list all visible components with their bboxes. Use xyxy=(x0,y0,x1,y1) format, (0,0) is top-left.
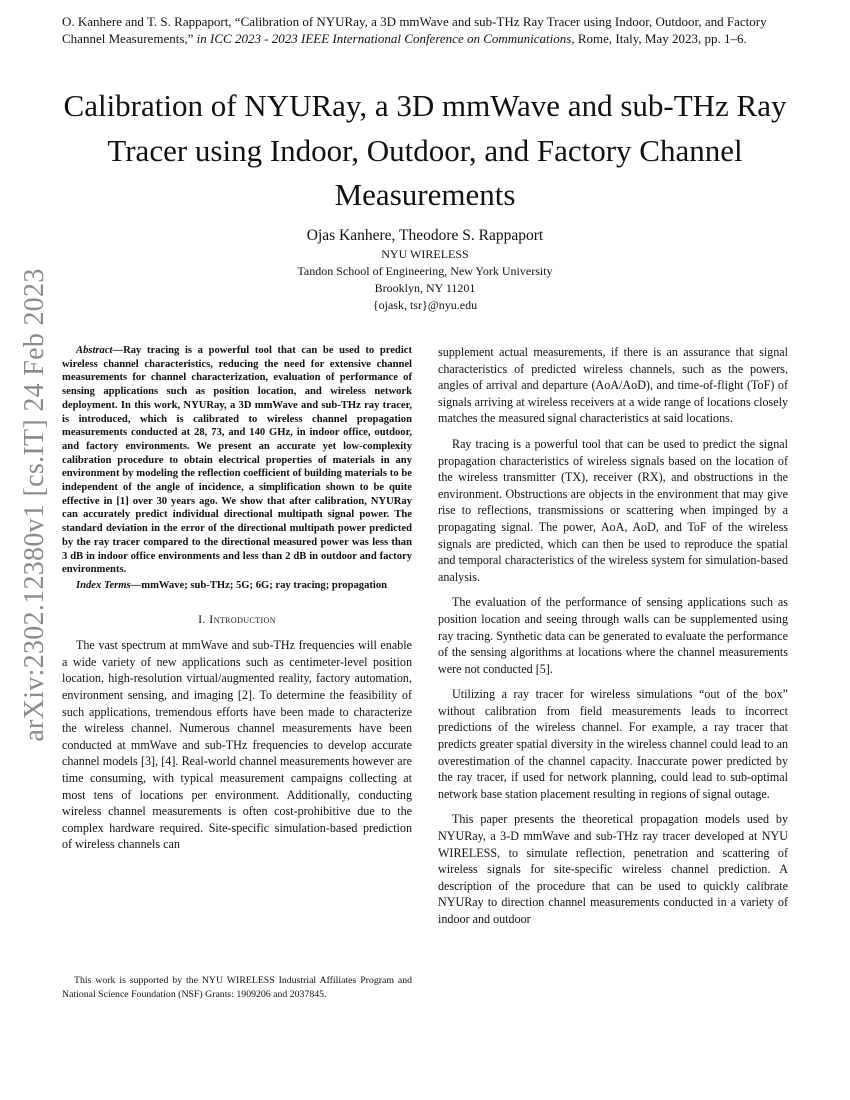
arxiv-sidebar xyxy=(10,268,60,742)
author-school: Tandon School of Engineering, New York University xyxy=(297,264,553,278)
author-block xyxy=(0,226,850,314)
citation-header xyxy=(62,14,802,47)
right-paragraph-2: Ray tracing is a powerful tool that can be used to predict the signal propagation characteristics of wireless signals based on the location of the wireless transmitter (TX), receiver (RX), and obstructions in the environment. Obstructions are objects in the environment that may give rise to reflections, transmissions or scattering when impinged by a propagating signal. The power, AoA, AoD, and ToF of the wireless signals are predicted, which can then be used to reproduce the spatial and temporal characteristics of the wireless system for simulation-based analysis. xyxy=(438,436,788,584)
right-paragraph-4: Utilizing a ray tracer for wireless simulations “out of the box” without calibration from field measurements leads to incorrect predictions of the wireless channel. For example, a ray tracer that predicts greater spatial diversity in the wireless channel could lead to an overestimation of the channel capacity. Inaccurate power predicted by the ray tracer, if used for network planning, could lead to sub-optimal network base station placement resulting in regions of signal outage. xyxy=(438,687,788,801)
abstract xyxy=(62,344,412,577)
citation-venue: in ICC 2023 - 2023 IEEE International Conference on Communications, xyxy=(196,30,575,46)
abstract-label: Abstract xyxy=(76,345,113,356)
author-city: Brooklyn, NY 11201 xyxy=(374,281,476,295)
paper-title: Calibration of NYURay, a 3D mmWave and sub-THz Ray Tracer using Indoor, Outdoor, and Factory Channel Measurements xyxy=(63,88,787,212)
citation-prefix: O. Kanhere and T. S. Rappaport, “Calibration of NYURay, a 3D mmWave and sub-THz Ray Tracer using Indoor, Outdoor, and Factory Channel Measurements,” xyxy=(62,14,767,46)
arxiv-identifier: arXiv:2302.12380v1 [cs.IT] 24 Feb 2023 xyxy=(19,268,50,742)
index-terms-text: —mmWave; sub-THz; 5G; 6G; ray tracing; propagation xyxy=(130,579,388,591)
author-email: {ojask, tsr}@nyu.edu xyxy=(372,298,478,312)
funding-footnote: This work is supported by the NYU WIRELESS Industrial Affiliates Program and National Science Foundation (NSF) Grants: 1909206 and 2037845. xyxy=(62,975,412,1000)
section-heading-introduction: I. Introduction xyxy=(198,611,276,626)
right-paragraph-1: supplement actual measurements, if there is an assurance that signal characteristics of predicted wireless channels, such as the powers, angles of arrival and departure (AoA/AoD), and time-of-flight (ToF) of signals arriving at wireless receivers at a wide range of locations closely matches the measured signal characteristics at said locations. xyxy=(438,345,788,426)
intro-paragraph-1: The vast spectrum at mmWave and sub-THz frequencies will enable a wide variety of new applications such as centimeter-level position location, high-resolution virtual/augmented reality, factory automation, environment sensing, and imaging [2]. To determine the feasibility of such applications, tremendous efforts have been made to characterize the wireless channel. Numerous channel measurements have been conducted at mmWave and sub-THz frequencies to develop accurate channel models [3], [4]. Real-world channel measurements however are time consuming, with typical measurement campaigns collecting at most tens of locations per environment. Additionally, conducting wireless channel measurements is often cost-prohibitive due to the complex hardware required. Site-specific simulation-based prediction of wireless channels can xyxy=(62,638,412,852)
index-terms-label: Index Terms xyxy=(76,579,131,591)
right-paragraph-3: The evaluation of the performance of sensing applications such as position location and seeing through walls can be supplemented using ray tracing. Synthetic data can be generated to evaluate the performance of the sensing algorithms at locations where the channel measurements were not conducted [5]. xyxy=(438,595,788,676)
index-terms xyxy=(62,579,412,593)
citation-suffix: Rome, Italy, May 2023, pp. 1–6. xyxy=(574,30,747,46)
right-column xyxy=(438,344,788,928)
author-lab: NYU WIRELESS xyxy=(381,247,469,261)
right-paragraph-5: This paper presents the theoretical propagation models used by NYURay, a 3-D mmWave and sub-THz ray tracer developed at NYU WIRELESS, to simulate reflection, penetration and scattering of wireless signals for site-specific wireless channel prediction. A description of the procedure that can be used to quickly calibrate NYURay to direction channel measurements conducted in a variety of indoor and outdoor xyxy=(438,812,788,926)
left-column xyxy=(62,344,412,853)
author-names: Ojas Kanhere, Theodore S. Rappaport xyxy=(306,227,544,244)
abstract-text: —Ray tracing is a powerful tool that can be used to predict wireless channel characteristics, reducing the need for extensive channel measurements for channel characterization, evaluation of performance of sensing applications such as position location, and wireless network deployment. In this work, NYURay, a 3D mmWave and sub-THz ray tracer, is introduced, which is calibrated to wireless channel propagation measurements conducted at 28, 73, and 140 GHz, in indoor office, outdoor, and factory environments. We present an accurate yet low-complexity calibration procedure to obtain electrical properties of materials in any environment by modeling the reflection coefficient of building materials to be independent of the angle of incidence, a simplification shown to be quite effective in [1] over 30 years ago. We show that after calibration, NYURay can accurately predict individual directional multipath signal power. The standard deviation in the error of the directional multipath power predicted by the ray tracer compared to the directional measured power was less than 3 dB in indoor office environments and less than 2 dB in outdoor and factory environments. xyxy=(62,345,412,576)
